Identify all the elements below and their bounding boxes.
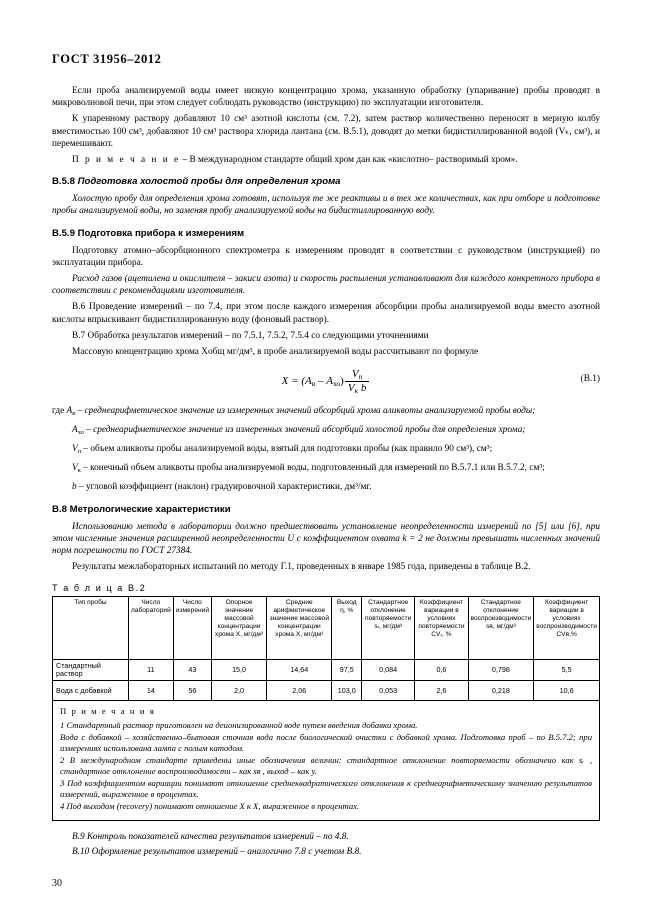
section-b7-text: В.7 Обработка результатов измерений – по 7.5.1, 7.5.2, 7.5.4 со следующими уточнениями <box>72 330 429 341</box>
note-item: 2 В международном стандарте приведены иные обозначения величин: стандартное отклонение повторяемости обозначено как sᵣ , стандартное отклонение воспроизводимости – как sʀ , выход – как y. <box>60 755 592 777</box>
col-header-sample-type: Тип пробы <box>53 597 129 660</box>
formula-mid: – A <box>315 375 333 388</box>
section-b8-text: Использованию метода в лаборатории должно предшествовать установление неопределенности измерений по [5] или [6], при этом численные значения расширенной неопределенности U с коэффициентом охвата k = 2 не должны превышать численных значений норм погрешности по ГОСТ 27384. <box>52 521 600 556</box>
formula-fraction: $\frac{V_п}{V_к b}$ <box>345 368 369 395</box>
cell-sd-repeatability: 0,084 <box>362 660 415 681</box>
cell-labs: 11 <box>128 660 173 681</box>
section-heading-b59: В.5.9 Подготовка прибора к измерениям <box>52 227 245 239</box>
col-header-sd-reproducibility: Стандартное отклонение воспроизводимости sʀ, мг/дм³ <box>468 597 534 660</box>
note-item: 3 Под коэффициентом вариации понимают отношение среднеквадратического отклонения к среднеарифметическому значению результатов измерений, выраженное в процентах. <box>60 778 592 800</box>
col-header-labs: Число лабораторий <box>128 597 173 660</box>
paragraph-intro-1: Если проба анализируемой воды имеет низкую концентрацию хрома, указанную обработку (упаривание) пробы проводят в микроволновой печи, при этом следует соблюдать руководство (инструкцию) по эксплуатации изготовителя. <box>52 86 600 109</box>
where-line-3: $V_п$ – объем аликвоты пробы анализируемой воды, взятый для подготовки пробы (как правило 90 см³), см³; <box>72 444 493 456</box>
col-header-reference-value: Опорное значение массовой концентрации хрома X, мг/дм³ <box>212 597 267 660</box>
section-heading-b58: В.5.8 Подготовка холостой пробы для определения хрома <box>52 176 341 188</box>
col-header-mean-value: Средние арифметическое значение массовой концентрации хрома X, мг/дм³ <box>267 597 332 660</box>
table-body <box>53 660 600 701</box>
cell-reference-value: 15,0 <box>212 660 267 681</box>
note-label: П р и м е ч а н и е <box>72 155 181 166</box>
formula-b1 <box>52 368 600 395</box>
cell-cv-repeatability: 0,6 <box>415 660 468 681</box>
cell-cv-reproducibility: 10,6 <box>534 681 600 701</box>
section-heading-b8: В.8 Метрологические характеристики <box>52 503 231 515</box>
table-notes <box>52 701 600 821</box>
formula-number: (В.1) <box>580 374 600 385</box>
note-item: 1 Стандартный раствор приготовлен на деионизированной воде путем введения добавки хрома. <box>60 720 418 731</box>
cell-sample-type: Стандартный раствор <box>53 660 129 681</box>
cell-mean-value: 14,64 <box>267 660 332 681</box>
col-header-cv-repeatability: Коэффициент вариации в условиях повторяемости CVᵣ, % <box>415 597 468 660</box>
table-header-row <box>53 597 600 660</box>
page-title: ГОСТ 31956–2012 <box>52 52 162 66</box>
where-line-2: $A_{хо}$ – среднеарифметическое значение из измеренных значений абсорбций холостой пробы для определения хрома; <box>72 425 526 437</box>
table-row <box>53 660 600 681</box>
note-paragraph <box>52 154 600 166</box>
cell-yield: 103,0 <box>332 681 362 701</box>
formula-lhs: X = (A <box>281 375 312 388</box>
cell-yield: 97,5 <box>332 660 362 681</box>
table-row <box>53 681 600 701</box>
section-b10-text: В.10 Оформление результатов измерений – аналогично 7.8 с учетом В.8. <box>72 846 362 857</box>
cell-sample-type: Вода с добавкой <box>53 681 129 701</box>
page-number: 30 <box>52 878 62 889</box>
col-header-cv-reproducibility: Коэффициент вариации в условиях воспроизводимости CVʀ,% <box>534 597 600 660</box>
cell-sd-reproducibility: 0,218 <box>468 681 534 701</box>
cell-cv-reproducibility: 5,5 <box>534 660 600 681</box>
cell-reference-value: 2,0 <box>212 681 267 701</box>
notes-header: П р и м е ч а н и я <box>60 706 156 717</box>
where-line-5: b – угловой коэффициент (наклон) градуировочной характеристики, дм³/мг. <box>72 482 372 493</box>
formula-rhs: ) <box>340 375 344 388</box>
col-header-measurements: Число измерений <box>173 597 211 660</box>
section-b59-text: Подготовку атомно–абсорбционного спектрометра к измерениям проводят в соответствии с руководством (инструкцией) по эксплуатации прибора. <box>52 245 600 268</box>
note-item: Вода с добавкой – хозяйственно–бытовая сточная вода после биологической очистки с добавкой хрома. Подготовка проб – по В.5.7.2; при измерениях использована лампа с полым катодом. <box>60 732 592 754</box>
section-b58-text: Холостую пробу для определения хрома готовят, используя те же реактивы и в тех же количествах, как при отборе и подготовке пробы анализируемой воды, но заменяя пробу анализируемой воды на бидистиллированную воду. <box>52 194 600 217</box>
cell-measurements: 56 <box>173 681 211 701</box>
table-caption: Т а б л и ц а В.2 <box>52 583 147 594</box>
formula-a-sub: в <box>311 379 316 389</box>
cell-sd-repeatability: 0,053 <box>362 681 415 701</box>
section-b9-text: В.9 Контроль показателей качества результатов измерений – по 4.8. <box>72 832 349 843</box>
paragraph-intro-2: К упаренному раствору добавляют 10 см³ азотной кислоты (см. 7.2), затем раствор количественно переносят в мерную колбу вместимостью 100 см³, добавляют 10 см³ раствора хлорида лантана (см. В.5.1), доводят до метки бидистиллированной водой (Vₖ, см³), и перемешивают. <box>52 114 600 149</box>
note-text: – В международном стандарте общий хром дан как «кислотно– растворимый хром». <box>180 155 518 166</box>
where-line-1: где $A_в$ – среднеарифметическое значение из измеренных значений абсорбций хрома аликвоты анализируемой пробы воды; <box>52 406 536 418</box>
section-b8-text-2: Результаты межлабораторных испытаний по методу Г.1, проведенных в январе 1985 года, приведены в таблице В.2. <box>72 562 531 573</box>
results-table <box>52 596 600 701</box>
section-b6-text: В.6 Проведение измерений – по 7.4, при этом после каждого измерения абсорбции пробы анализируемой воды вместо азотной кислоты впрыскивают бидистиллированную воду (фоновый раствор). <box>52 302 600 325</box>
note-item: 4 Под выходом (recovery) понимают отношение X к X, выраженное в процентах. <box>60 801 360 812</box>
tail-sections <box>52 831 600 857</box>
formula-a2-sub: хо <box>332 379 341 389</box>
cell-sd-reproducibility: 0,798 <box>468 660 534 681</box>
table-head <box>53 597 600 660</box>
where-line-4: $V_к$ – конечный объем аликвоты пробы анализируемой воды, подготовленный для измерений по В.5.7.1 или В.5.7.2, см³; <box>72 463 545 475</box>
cell-cv-repeatability: 2,6 <box>415 681 468 701</box>
cell-mean-value: 2,06 <box>267 681 332 701</box>
section-b7-text-2: Массовую концентрацию хрома Xобщ мг/дм³, в пробе анализируемой воды рассчитывают по формуле <box>72 347 479 358</box>
cell-labs: 14 <box>128 681 173 701</box>
col-header-yield: Выход η, % <box>332 597 362 660</box>
col-header-sd-repeatability: Стандартное отклонение повторяемости sᵣ, мг/дм³ <box>362 597 415 660</box>
section-b59-text-italic: Расход газов (ацетилена и окислителя – закиси азота) и скорость распыления устанавливают для каждого конкретного прибора в соответствии с рекомендациями изготовителя. <box>52 274 600 297</box>
cell-measurements: 43 <box>173 660 211 681</box>
